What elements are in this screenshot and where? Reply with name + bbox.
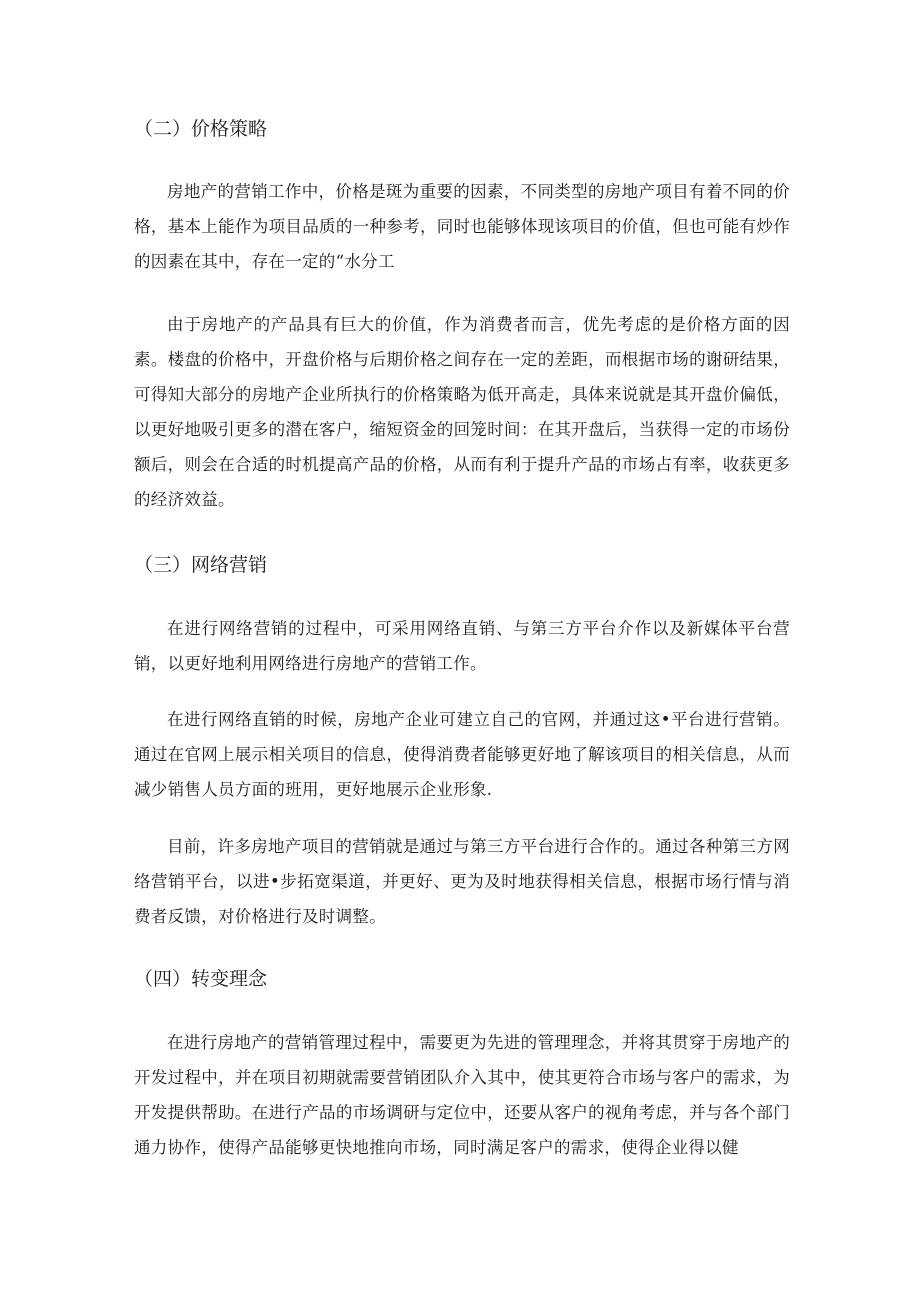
paragraph-network-2: 在进行网络直销的时候，房地产企业可建立自己的官网，并通过这•平台进行营销。通过在官网上展示相关项目的信息，使得消费者能够更好地了解该项目的相关信息，从而减少销售人员方面的班用，更好地展示企业形象.	[134, 710, 790, 799]
paragraph-price-1: 房地产的营销工作中，价格是斑为重要的因素，不同类型的房地产项目有着不同的价格，基本上能作为项目品质的一种参考，同时也能够体现该项目的价值，但也可能有炒作的因素在其中，存在一定的“水分工	[134, 182, 790, 271]
paragraph-network-3: 目前，许多房地产项目的营销就是通过与第三方平台进行合作的。通过各种第三方网络营销平台，以进•步拓宽渠道，并更好、更为及时地获得相关信息，根据市场行情与消费者反馈，对价格进行及时调整。	[134, 837, 790, 926]
section-heading-network-marketing: （三）网络营销	[134, 554, 268, 576]
section-heading-price-strategy: （二）价格策略	[134, 118, 268, 140]
section-heading-change-concept: （四）转变理念	[134, 968, 268, 990]
paragraph-network-1: 在进行网络营销的过程中，可采用网络直销、与第三方平台介作以及新媒体平台营销，以更好地利用网络进行房地产的营销工作。	[134, 619, 790, 673]
paragraph-concept-1: 在进行房地产的营销管理过程中，需要更为先进的管理理念，并将其贯穿于房地产的开发过程中，并在项目初期就需要营销团队介入其中，使其更符合市场与客户的需求，为开发提供帮助。在进行产品的市场调研与定位中，还要从客户的视角考虑，并与各个部门通力协作，使得产品能够更快地推向市场，同时满足客户的需求，使得企业得以健	[134, 1033, 790, 1157]
paragraph-price-2: 由于房地产的产品具有巨大的价值，作为消费者而言，优先考虑的是价格方面的因素。楼盘的价格中，开盘价格与后期价格之间存在一定的差距，而根据市场的谢研结果，可得知大部分的房地产企业所执行的价格策略为低开高走，具体来说就是其开盘价偏低，以更好地吸引更多的潜在客户，缩短资金的回笼时间：在其开盘后，当获得一定的市场份额后，则会在合适的时机提高产品的价格，从而有利于提升产品的市场占有率，收获更多的经济效益。	[134, 315, 790, 509]
